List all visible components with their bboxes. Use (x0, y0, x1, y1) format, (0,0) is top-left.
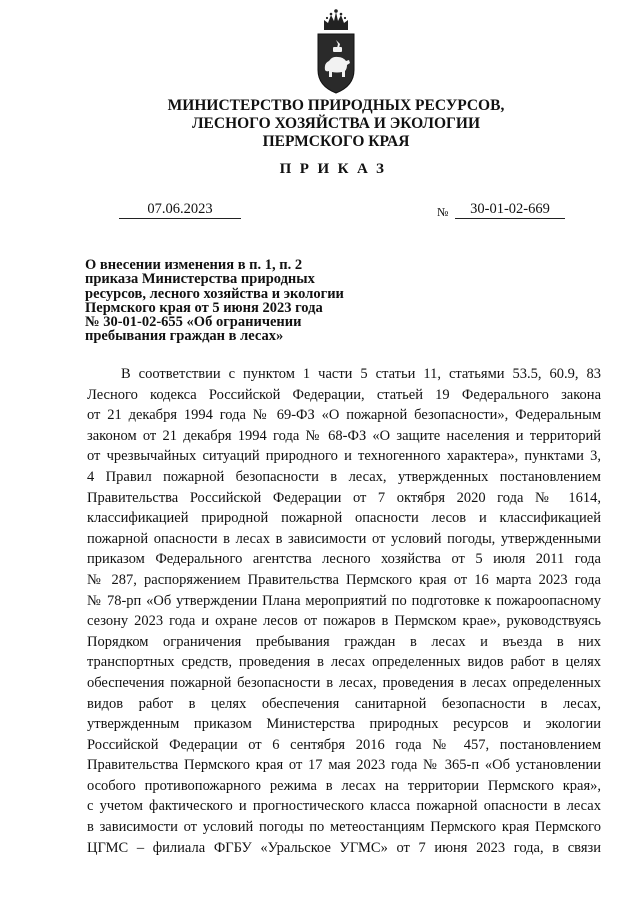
body-line: Порядком ограничения пребывания граждан в лесах и въезда в них (87, 633, 601, 650)
body-line: Лесного кодекса Российской Федерации, статьей 19 Федерального закона (87, 386, 601, 403)
order-subject (85, 258, 385, 344)
ministry-line: ЛЕСНОГО ХОЗЯЙСТВА И ЭКОЛОГИИ (191, 115, 481, 132)
body-line: пожарной опасности в лесах в зависимости от условий погоды, утвержденными (87, 530, 601, 547)
subject-line: пребывания граждан в лесах» (85, 328, 284, 345)
subject-line: приказа Министерства природных (85, 271, 315, 288)
document-type-title: ПРИКАЗ (279, 161, 393, 177)
body-line: видов работ в целях обеспечения санитарной безопасности в лесах, (87, 695, 601, 712)
coat-of-arms-emblem (316, 8, 356, 94)
order-date: 07.06.2023 (119, 200, 241, 219)
body-line: особого противопожарного режима в лесах на территории Пермского края», (87, 777, 601, 794)
subject-line: ресурсов, лесного хозяйства и экологии (85, 285, 344, 302)
order-body-text (87, 364, 601, 858)
body-line: с учетом фактического и прогностического класса пожарной опасности в лесах (87, 798, 601, 815)
body-line: законом от 21 декабря 1994 года № 68-ФЗ «О защите населения и территорий (87, 427, 601, 444)
body-line: Правительства Пермского края от 17 мая 2023 года № 365-п «Об установлении (87, 757, 601, 774)
body-line: утвержденным приказом Министерства природных ресурсов и экологии (87, 716, 601, 733)
body-line: Правительства Российской Федерации от 7 октября 2020 года № 1614, (87, 489, 601, 506)
body-line: сезону 2023 года и охране лесов от пожаров в Пермском крае», руководствуясь (87, 613, 601, 630)
number-sign: № (437, 205, 449, 219)
ministry-line: ПЕРМСКОГО КРАЯ (262, 133, 410, 150)
subject-line: Пермского края от 5 июня 2023 года (85, 299, 323, 316)
crown-icon (324, 9, 348, 30)
subject-line: О внесении изменения в п. 1, п. 2 (85, 257, 303, 273)
body-line: Российской Федерации от 6 сентября 2016 года № 457, постановлением (87, 736, 601, 753)
ministry-line: МИНИСТЕРСТВО ПРИРОДНЫХ РЕСУРСОВ, (167, 97, 505, 114)
body-line: № 287, распоряжением Правительства Пермского края от 16 марта 2023 года (87, 571, 601, 588)
body-line: обеспечения пожарной безопасности в лесах, проведения в лесах определенных (87, 674, 601, 691)
body-line: транспортных средств, проведения в лесах определенных видов работ в целях (87, 654, 601, 671)
body-line: от чрезвычайных ситуаций природного и техногенного характера», пунктами 3, (87, 448, 601, 465)
body-line: 4 Правил пожарной безопасности в лесах, утвержденных постановлением (87, 468, 601, 485)
body-line: классификацией природной пожарной опасности лесов и классификацией (87, 510, 601, 527)
body-line: от 21 декабря 1994 года № 69-ФЗ «О пожарной безопасности», Федеральным (87, 407, 601, 424)
subject-line: № 30-01-02-655 «Об ограничении (85, 314, 302, 331)
ministry-name (120, 97, 552, 151)
body-line: № 78-рп «Об утверждении Плана мероприятий по подготовке к пожароопасному (87, 592, 601, 609)
body-line: В соответствии с пунктом 1 части 5 статьи 11, статьями 53.5, 60.9, 83 (121, 366, 601, 382)
body-line: приказом Федерального агентства лесного хозяйства от 5 июля 2011 года (87, 551, 601, 568)
body-line: ЦГМС – филиала ФГБУ «Уральское УГМС» от 7 июня 2023 года, в связи (87, 839, 601, 856)
order-number: 30-01-02-669 (455, 200, 565, 219)
body-line: в зависимости от условий погоды по метеостанциям Пермского края Пермского (87, 819, 601, 836)
